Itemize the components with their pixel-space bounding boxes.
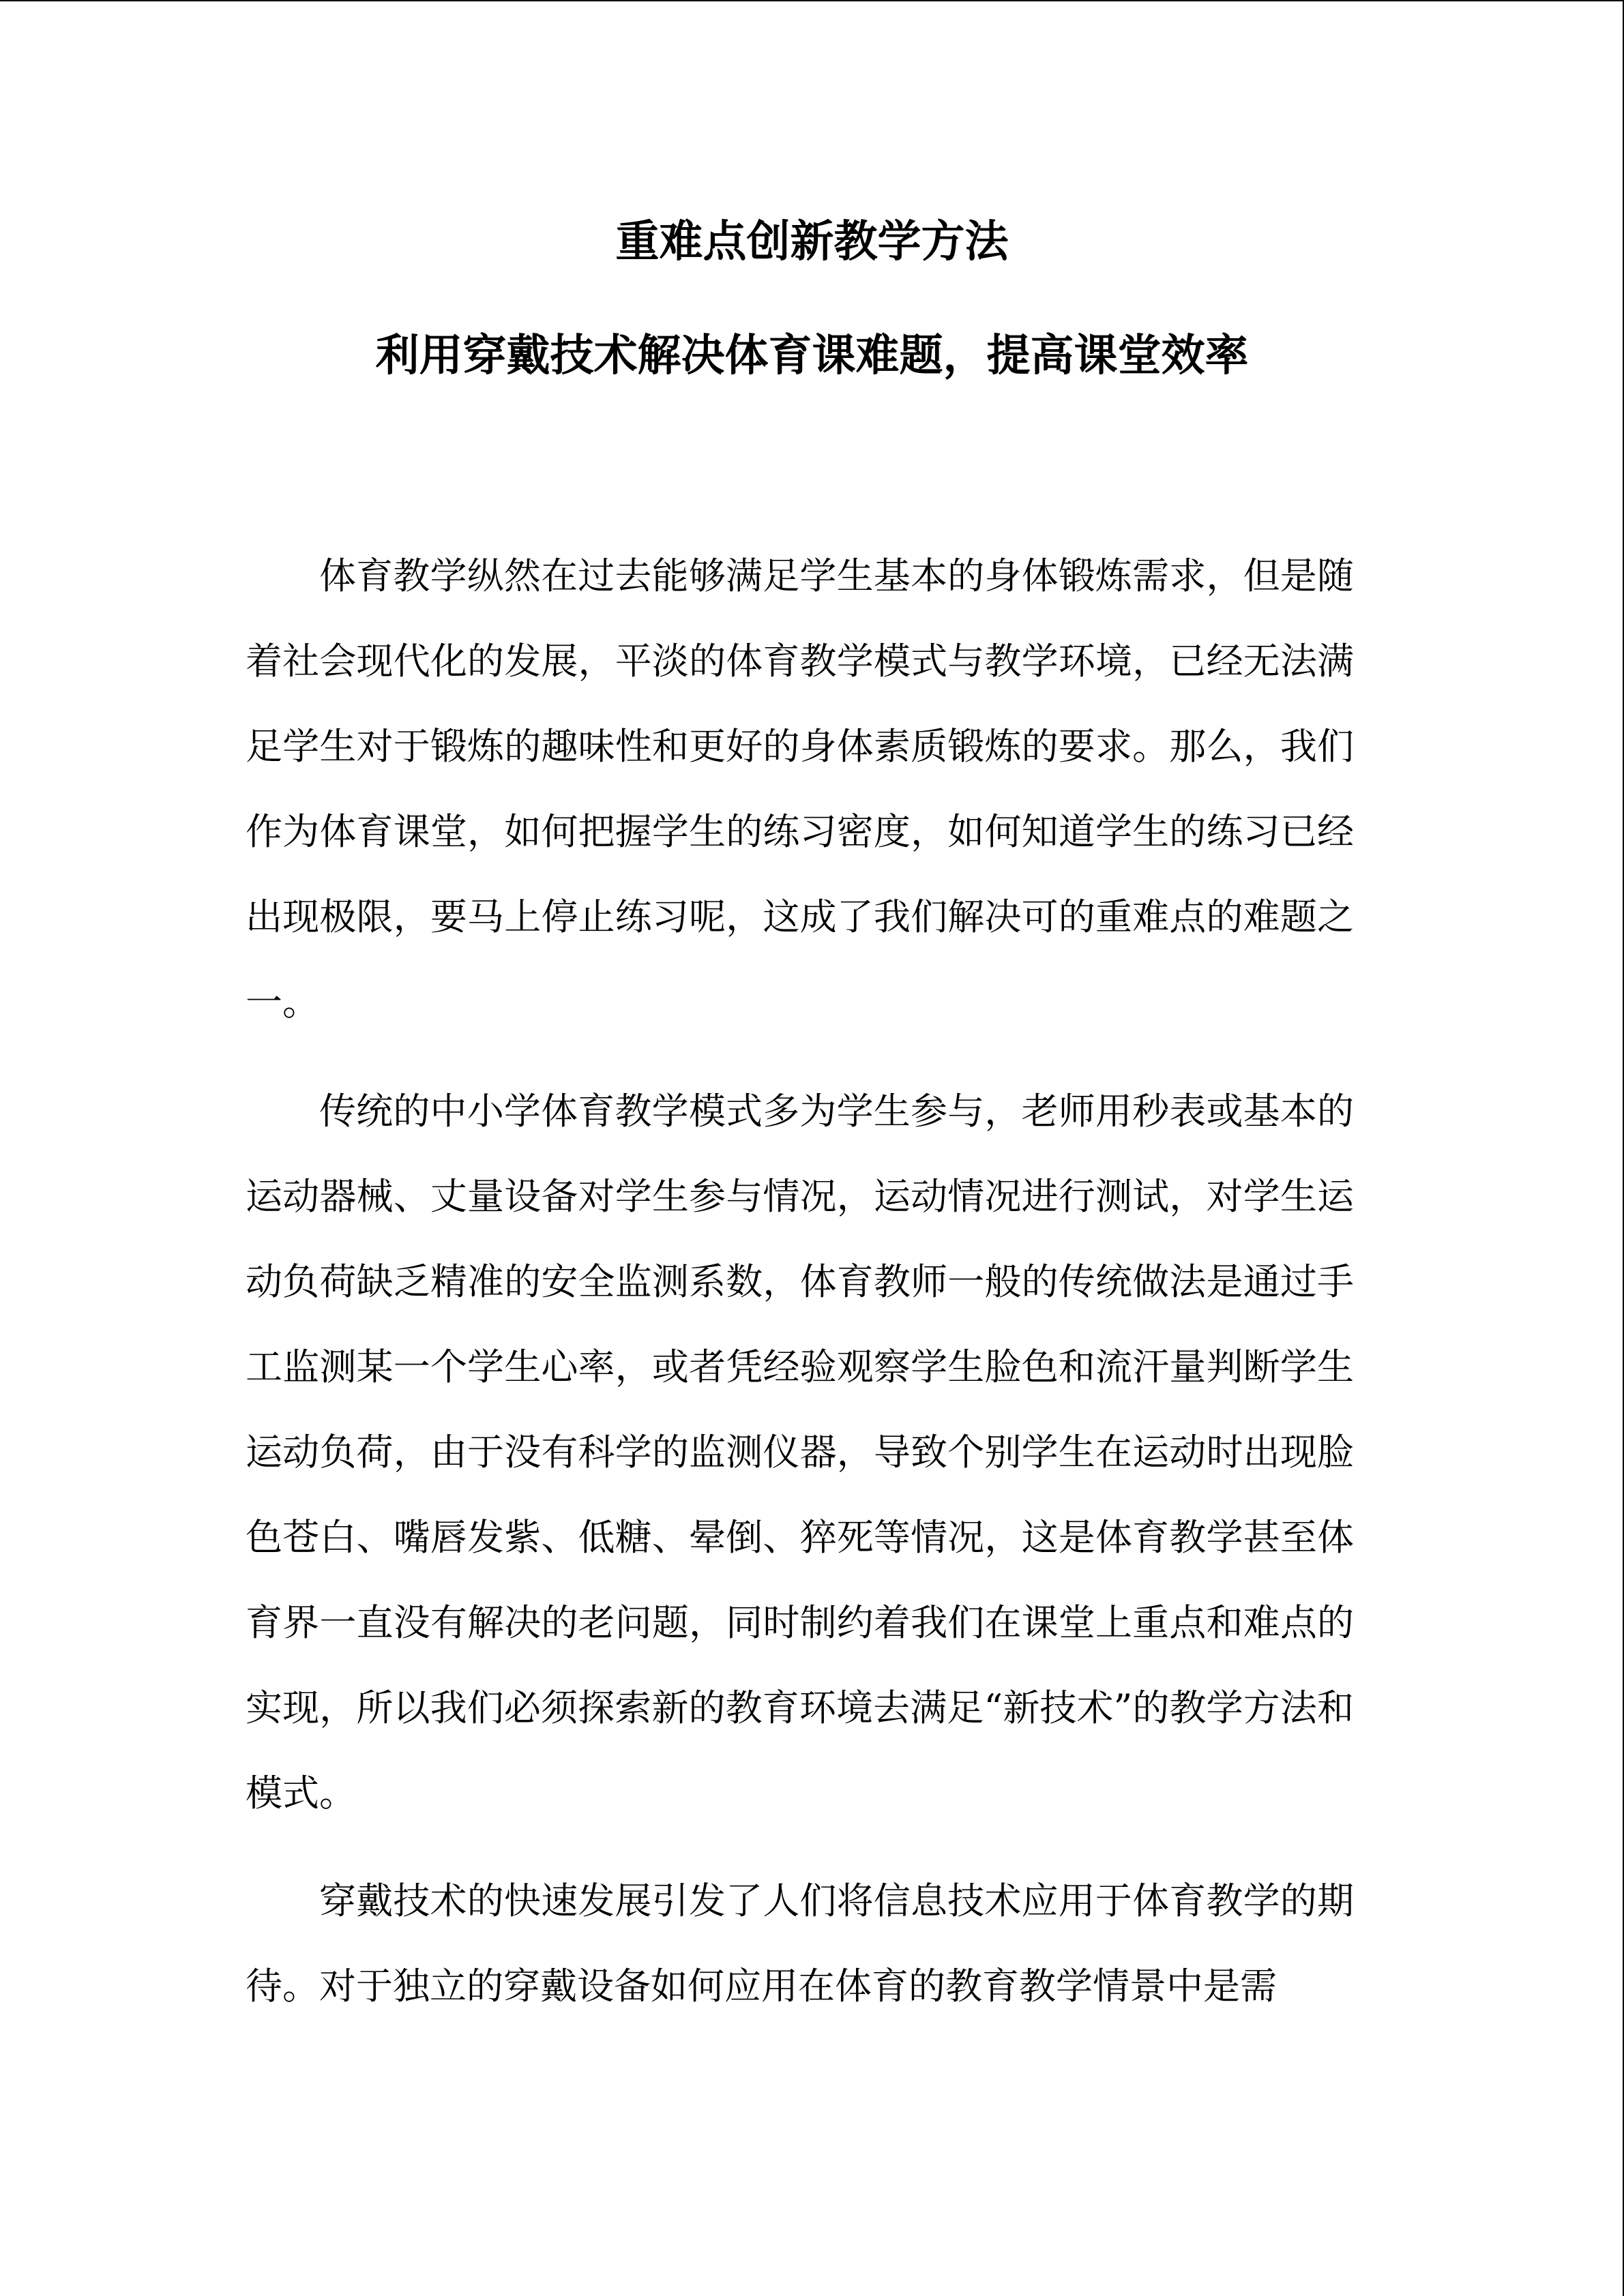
document-title: 重难点创新教学方法 (615, 217, 1009, 267)
paragraph-1: 体育教学纵然在过去能够满足学生基本的身体锻炼需求，但是随着社会现代化的发展，平淡的体育教学模式与教学环境，已经无法满足学生对于锻炼的趣味性和更好的身体素质锻炼的要求。那么，我们作为体育课堂，如何把握学生的练习密度，如何知道学生的练习已经出现极限，要马上停止练习呢，这成了我们解决可的重难点的难题之一。 (246, 554, 1354, 1024)
paragraph-3: 穿戴技术的快速发展引发了人们将信息技术应用于体育教学的期待。对于独立的穿戴设备如何应用在体育的教育教学情景中是需 (246, 1879, 1354, 2008)
paragraph-2: 传统的中小学体育教学模式多为学生参与，老师用秒表或基本的运动器械、丈量设备对学生参与情况，运动情况进行测试，对学生运动负荷缺乏精准的安全监测系数，体育教师一般的传统做法是通过手工监测某一个学生心率，或者凭经验观察学生脸色和流汗量判断学生运动负荷，由于没有科学的监测仪器，导致个别学生在运动时出现脸色苍白、嘴唇发紫、低糖、晕倒、猝死等情况，这是体育教学甚至体育界一直没有解决的老问题，同时制约着我们在课堂上重点和难点的实现，所以我们必须探索新的教育环境去满足“新技术”的教学方法和模式。 (246, 1090, 1354, 1815)
document-subtitle: 利用穿戴技术解决体育课难题，提高课堂效率 (375, 331, 1249, 381)
